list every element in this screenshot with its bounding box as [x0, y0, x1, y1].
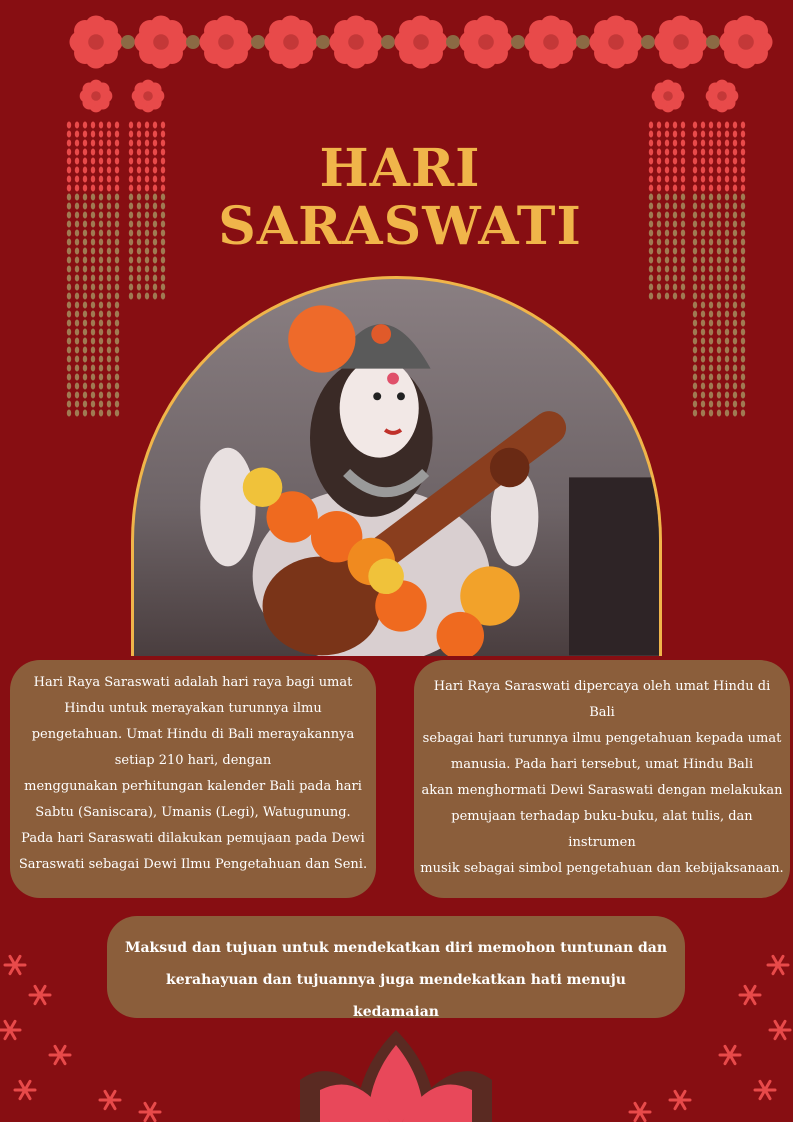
text-line: manusia. Pada hari tersebut, umat Hindu Bali: [450, 757, 754, 772]
text-line: setiap 210 hari, dengan: [114, 753, 272, 768]
text-line: menggunakan perhitungan kalender Bali pada hari: [24, 779, 362, 794]
text-line: instrumen: [568, 835, 636, 850]
text-line: pengetahuan. Umat Hindu di Bali merayakannya: [31, 727, 355, 742]
text-line: Sabtu (Saniscara), Umanis (Legi), Watugunung.: [35, 805, 351, 820]
text-line: kerahayuan dan tujuannya juga mendekatkan hati menuju kedamaian: [166, 972, 626, 1020]
text-line: Pada hari Saraswati dilakukan pemujaan pada Dewi: [21, 831, 365, 846]
text-line: sebagai hari turunnya ilmu pengetahuan kepada umat: [422, 731, 782, 746]
text-line: musik sebagai simbol pengetahuan dan kebijaksanaan.: [420, 861, 784, 876]
text-line: akan menghormati Dewi Saraswati dengan melakukan: [421, 783, 783, 798]
info-box-right: [414, 660, 790, 898]
page-title: [150, 140, 650, 256]
lotus-icon: [300, 1030, 492, 1122]
title-line-2: SARASWATI: [218, 196, 582, 257]
text-line: pemujaan terhadap buku-buku, alat tulis, dan: [451, 809, 753, 824]
text-line: Saraswati sebagai Dewi Ilmu Pengetahuan dan Seni.: [18, 857, 368, 872]
text-line: Hindu untuk merayakan turunnya ilmu: [64, 701, 322, 716]
title-line-1: HARI: [319, 138, 481, 199]
info-box-left: [10, 660, 376, 898]
text-line: Hari Raya Saraswati adalah hari raya bagi umat: [33, 675, 353, 690]
lotus-decoration: [0, 940, 793, 1122]
text-line: Maksud dan tujuan untuk mendekatkan diri memohon tuntunan dan: [124, 940, 668, 956]
text-line: Hari Raya Saraswati dipercaya oleh umat Hindu di Bali: [433, 679, 771, 720]
